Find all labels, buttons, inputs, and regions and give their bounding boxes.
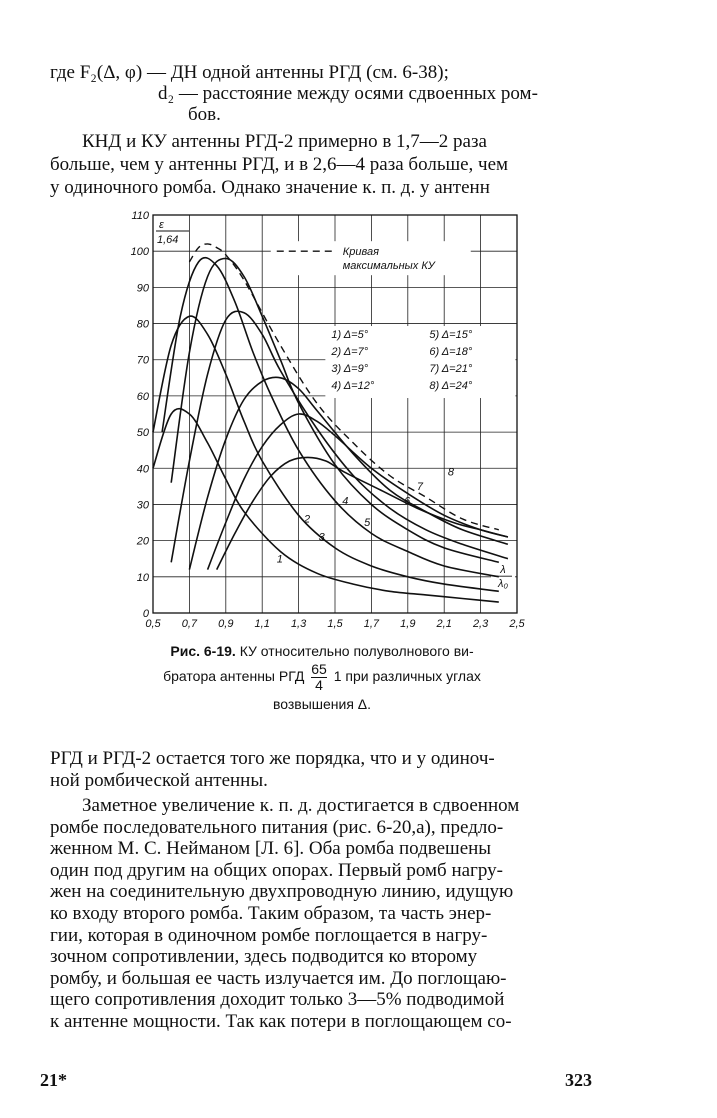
text-line: женном М. С. Нейманом [Л. 6]. Оба ромба подвешены (50, 838, 492, 860)
legend-entry: 7) Δ=21° (429, 363, 473, 376)
caption-fraction (311, 662, 327, 693)
text-line: Заметное увеличение к. п. д. достигается в сдвоенном (82, 795, 520, 816)
footer-signature: 21* (40, 1070, 67, 1090)
y-tick-label: 0 (142, 608, 149, 620)
series-label-3: 3 (318, 531, 325, 544)
x-tick-label: 1,3 (290, 618, 307, 630)
text-line: к антенне мощности. Так как потери в поглощающем со- (50, 1010, 512, 1032)
x-tick-label: 2,1 (436, 618, 452, 630)
legend-entry: 4) Δ=12° (331, 380, 375, 393)
series-label-8: 8 (447, 466, 454, 479)
text-line: больше, чем у антенны РГД, и в 2,6—4 раза больше, чем (50, 154, 509, 175)
definition-block (50, 62, 610, 125)
y-tick-label: 30 (136, 499, 149, 512)
x-axis-label-denominator: λ₀ (497, 578, 509, 591)
x-tick-label: 0,7 (181, 618, 198, 630)
legend-entry: 6) Δ=18° (429, 346, 473, 359)
text-line: РГД и РГД-2 остается того же порядка, что и у одиноч- (50, 748, 495, 769)
chart (125, 205, 525, 630)
x-tick-label: 1,9 (400, 618, 416, 630)
x-tick-label: 1,5 (327, 618, 343, 630)
text-line: ромбу, и большая ее часть излучается им. До поглощаю- (50, 967, 507, 989)
x-axis-label-numerator: λ (500, 564, 506, 577)
y-tick-label: 60 (136, 390, 149, 403)
series-label-7: 7 (416, 480, 424, 493)
legend-entry: 8) Δ=24° (429, 380, 473, 393)
page-number: 323 (565, 1070, 592, 1090)
y-tick-label: 80 (136, 318, 149, 331)
caption-text: братора антенны РГД (163, 668, 305, 685)
series-lines (153, 244, 508, 602)
series-label-2: 2 (304, 513, 311, 526)
legend (271, 241, 516, 398)
caption-line-3 (112, 693, 532, 715)
legend-dashed-label: максимальных КУ (342, 260, 435, 273)
series-label-1: 1 (276, 553, 283, 566)
text-line: жен на соединительную двухпроводную линию, идущую (50, 881, 514, 903)
text-line: щего сопротивления доходит только 3—5% подводимой (50, 989, 505, 1011)
y-tick-label: 10 (136, 571, 149, 584)
paragraph-2 (50, 748, 610, 792)
paragraph-1 (50, 130, 610, 199)
fraction-denominator: 4 (315, 677, 323, 693)
figure-number: Рис. 6-19. (170, 643, 236, 659)
text-line: где F₂(Δ, φ) — ДН одной антенны РГД (см. 6-38); (50, 62, 449, 83)
y-tick-label: 50 (136, 427, 149, 440)
x-tick-label: 1,7 (363, 618, 380, 630)
text-line: ромбе последовательного питания (рис. 6-20,а), предло- (50, 816, 504, 838)
series-curve-3 (162, 258, 499, 577)
y-axis-label-denominator: 1,64 (157, 234, 179, 246)
legend-entry: 2) Δ=7° (331, 346, 369, 359)
text-line: бов. (188, 104, 221, 125)
y-tick-label: 110 (131, 210, 149, 222)
figure-caption (112, 640, 532, 715)
text-line: ной ромбической антенны. (50, 770, 268, 791)
text-line: у одиночного ромба. Однако значение к. п. д. у антенн (50, 177, 490, 198)
legend-entry: 1) Δ=5° (331, 329, 369, 342)
series-label-5: 5 (364, 517, 371, 530)
y-tick-label: 40 (136, 463, 149, 476)
legend-entry: 3) Δ=9° (331, 363, 369, 376)
caption-text: КУ относительно полуволнового ви- (239, 643, 474, 659)
series-labels (277, 467, 455, 566)
series-label-4: 4 (342, 495, 349, 508)
series-label-6: 6 (404, 495, 411, 508)
caption-line-2 (112, 662, 532, 693)
caption-line-1 (112, 640, 532, 662)
y-tick-label: 100 (130, 246, 149, 259)
legend-entry: 5) Δ=15° (429, 329, 473, 342)
y-axis-label-numerator: ε (159, 219, 164, 231)
fraction-numerator: 65 (311, 661, 327, 677)
text-line: d₂ — расстояние между осями сдвоенных ром- (158, 83, 538, 104)
x-tick-label: 2,3 (472, 618, 489, 630)
x-tick-label: 2,5 (509, 618, 525, 630)
x-tick-label: 0,5 (145, 618, 161, 630)
x-tick-label: 1,1 (254, 618, 270, 630)
paragraph-3 (50, 795, 610, 1033)
text-line: один под другим на общих опорах. Первый ромб нагру- (50, 859, 503, 881)
legend-dashed-label: Кривая (342, 246, 379, 259)
caption-text: 1 при различных углах (333, 668, 481, 685)
y-tick-label: 70 (136, 354, 149, 367)
caption-text: возвышения Δ. (272, 696, 372, 712)
x-tick-label: 0,9 (218, 618, 234, 630)
y-tick-label: 90 (136, 282, 149, 295)
series-curve-8 (217, 457, 508, 569)
text-line: зочном сопротивлении, здесь подводится ко второму (50, 946, 478, 968)
text-line: гии, которая в одиночном ромбе поглощается в нагру- (50, 924, 488, 946)
y-tick-label: 20 (136, 535, 149, 548)
text-line: КНД и КУ антенны РГД-2 примерно в 1,7—2 раза (82, 131, 487, 152)
text-line: ко входу второго ромба. Таким образом, та часть энер- (50, 902, 492, 924)
